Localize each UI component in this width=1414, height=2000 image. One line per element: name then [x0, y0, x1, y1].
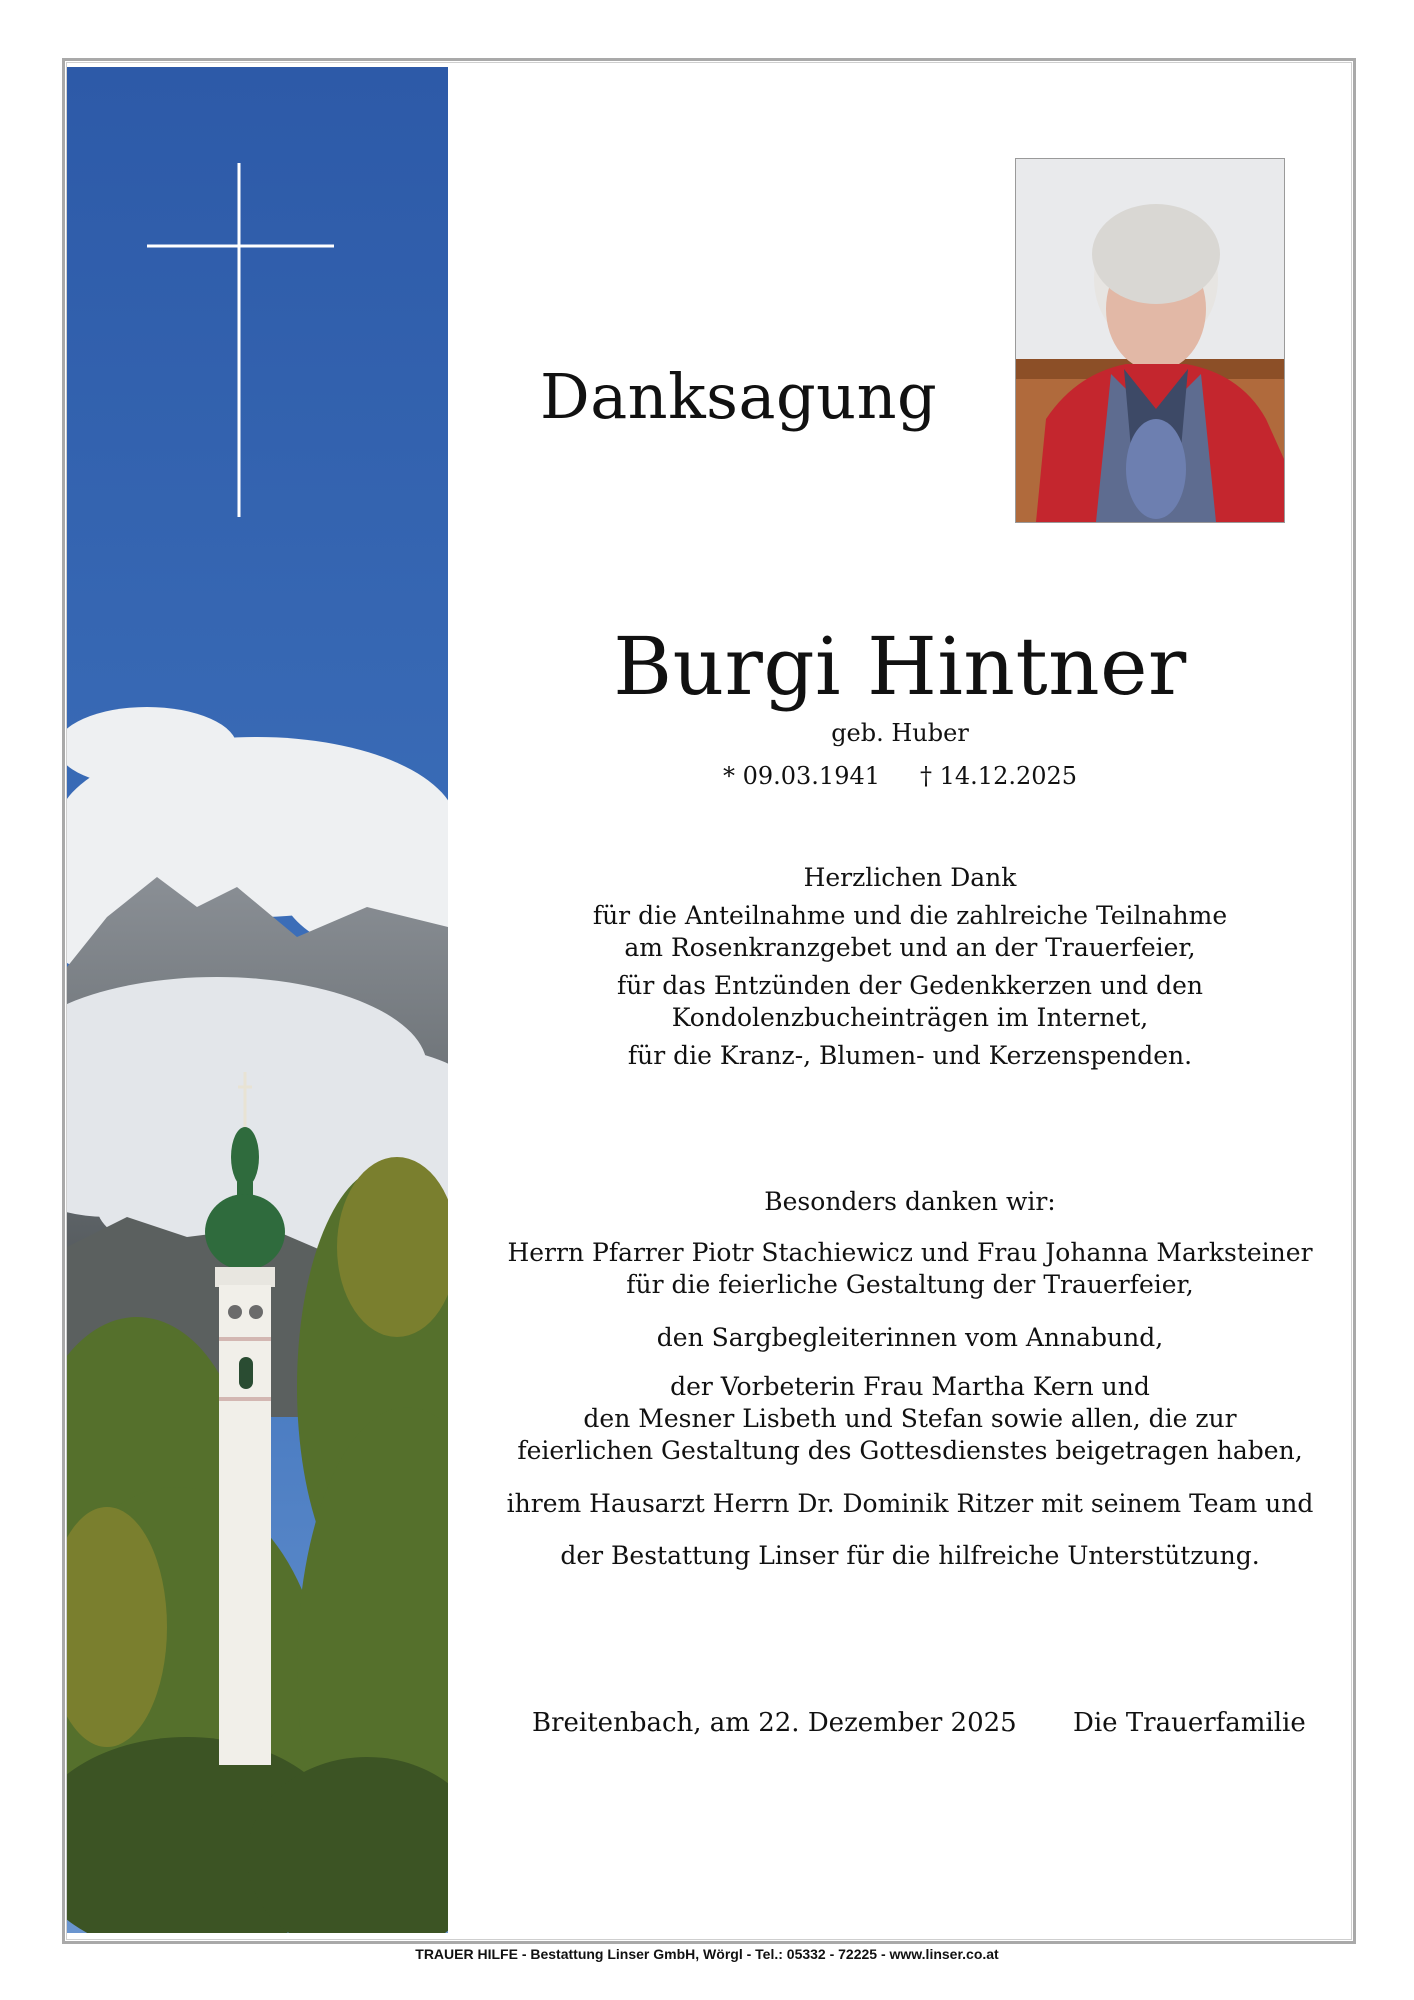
- thanks-block: [470, 862, 1350, 1072]
- special-line: Herrn Pfarrer Piotr Stachiewicz und Frau Johanna Marksteiner: [507, 1238, 1313, 1267]
- special-line: feierlichen Gestaltung des Gottesdienstes beigetragen haben,: [517, 1436, 1303, 1465]
- footer-imprint: TRAUER HILFE - Bestattung Linser GmbH, Wörgl - Tel.: 05332 - 72225 - www.linser.co.at: [415, 1946, 999, 1962]
- cross-icon: [67, 67, 448, 517]
- maiden-name: geb. Huber: [831, 719, 969, 747]
- thanks-line: am Rosenkranzgebet und an der Trauerfeier,: [624, 933, 1196, 962]
- thanks-line: für die Anteilnahme und die zahlreiche Teilnahme: [592, 901, 1228, 930]
- thanks-line: für das Entzünden der Gedenkkerzen und den: [616, 971, 1204, 1000]
- signature: Die Trauerfamilie: [1073, 1708, 1306, 1738]
- thanks-line: für die Kranz-, Blumen- und Kerzenspenden.: [627, 1041, 1193, 1070]
- special-thanks-doctor: ihrem Hausarzt Herrn Dr. Dominik Ritzer mit seinem Team und: [506, 1489, 1314, 1518]
- special-thanks-title: Besonders danken wir:: [764, 1187, 1056, 1216]
- special-thanks-prayer-leader: [470, 1371, 1350, 1467]
- thanks-line: Kondolenzbucheinträgen im Internet,: [671, 1003, 1149, 1032]
- deceased-name: Burgi Hintner: [613, 620, 1187, 713]
- birth-date: * 09.03.1941: [722, 762, 880, 790]
- life-dates: [550, 762, 1250, 790]
- special-line: der Vorbeterin Frau Martha Kern und: [670, 1372, 1150, 1401]
- death-date: † 14.12.2025: [920, 762, 1078, 790]
- special-line: für die feierliche Gestaltung der Trauerfeier,: [626, 1270, 1194, 1299]
- special-thanks-annabund: den Sargbegleiterinnen vom Annabund,: [656, 1323, 1164, 1352]
- portrait-photo: [1015, 158, 1285, 523]
- heading-danksagung: Danksagung: [540, 360, 938, 433]
- special-line: den Mesner Lisbeth und Stefan sowie allen, die zur: [583, 1404, 1237, 1433]
- special-thanks-funeral-home: der Bestattung Linser für die hilfreiche Unterstützung.: [560, 1541, 1260, 1570]
- side-landscape-image: [67, 67, 448, 1933]
- special-thanks-pastor: [470, 1237, 1350, 1301]
- place-and-date: Breitenbach, am 22. Dezember 2025: [532, 1708, 1017, 1738]
- thanks-line: Herzlichen Dank: [803, 863, 1017, 892]
